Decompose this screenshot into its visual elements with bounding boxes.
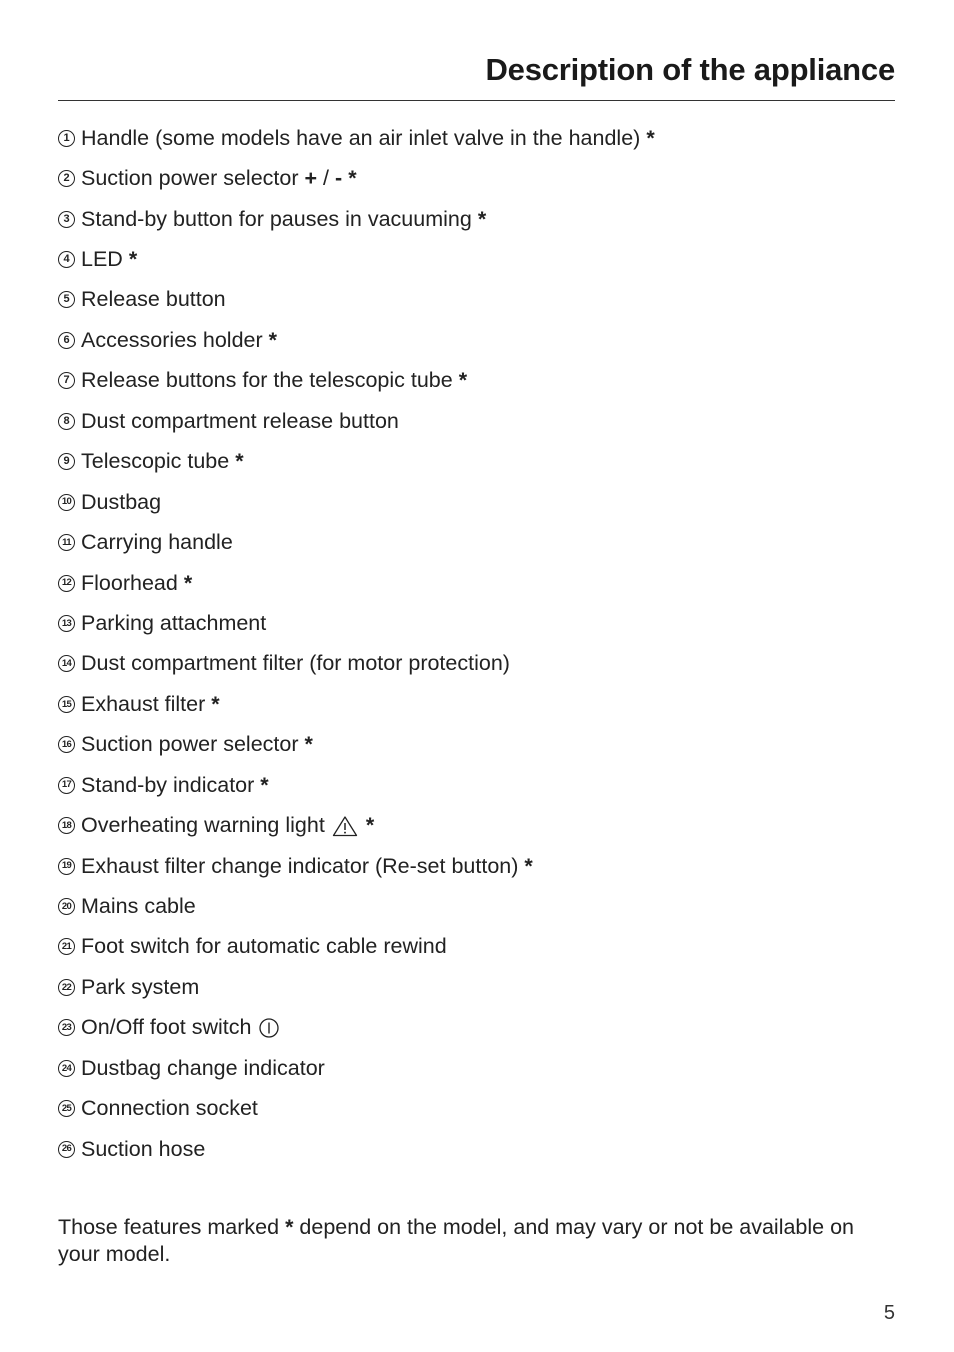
item-text: Connection socket (81, 1096, 258, 1121)
item-number: 19 (58, 858, 75, 875)
item-text: Handle (some models have an air inlet valve in the handle) (81, 125, 641, 150)
item-number: 4 (58, 251, 75, 268)
list-item (58, 522, 895, 562)
list-item (58, 967, 895, 1007)
list-item (58, 805, 895, 845)
item-number: 10 (58, 494, 75, 511)
list-item (58, 280, 895, 320)
item-number: 21 (58, 938, 75, 955)
minus-sign: - (335, 166, 343, 191)
list-item (58, 1129, 895, 1169)
list-item (58, 1008, 895, 1048)
item-number: 16 (58, 736, 75, 753)
asterisk: * (128, 247, 138, 272)
slash: / (323, 166, 330, 191)
list-item (58, 725, 895, 765)
item-text: Overheating warning light (81, 813, 325, 838)
item-number: 9 (58, 453, 75, 470)
asterisk: * (646, 125, 655, 150)
title-divider (58, 100, 895, 101)
item-number: 25 (58, 1100, 75, 1117)
list-item (58, 361, 895, 401)
list-item (58, 118, 895, 158)
page-number: 5 (883, 1302, 895, 1324)
item-text: Dust compartment filter (for motor protection) (81, 651, 510, 676)
list-item (58, 482, 895, 522)
page-title: Description of the appliance (485, 52, 895, 87)
list-item (58, 1089, 895, 1129)
warning-triangle-icon (332, 815, 358, 837)
list-item (58, 846, 895, 886)
component-list (58, 118, 895, 1169)
item-text: LED (81, 247, 123, 272)
item-text: Suction hose (81, 1136, 206, 1161)
list-item (58, 563, 895, 603)
item-number: 18 (58, 817, 75, 834)
footnote (58, 1214, 898, 1268)
asterisk: * (365, 813, 375, 838)
item-text: On/Off foot switch (81, 1015, 252, 1040)
list-item (58, 603, 895, 643)
list-item (58, 199, 895, 239)
item-number: 7 (58, 372, 75, 389)
item-number: 12 (58, 575, 75, 592)
list-item (58, 765, 895, 805)
item-text: Dustbag change indicator (81, 1055, 325, 1080)
power-on-off-icon (258, 1017, 280, 1039)
item-number: 17 (58, 777, 75, 794)
item-text: Mains cable (81, 894, 196, 919)
list-item (58, 644, 895, 684)
asterisk: * (524, 853, 533, 878)
asterisk: * (235, 449, 244, 474)
item-text: Foot switch for automatic cable rewind (81, 934, 447, 959)
asterisk: * (304, 732, 313, 757)
item-number: 2 (58, 170, 75, 187)
asterisk: * (477, 206, 487, 231)
asterisk: * (183, 570, 193, 595)
item-number: 15 (58, 696, 75, 713)
item-number: 8 (58, 413, 75, 430)
item-text: Exhaust filter (81, 691, 206, 716)
item-text: Release button (81, 287, 226, 312)
list-item (58, 927, 895, 967)
asterisk: * (260, 772, 269, 797)
item-text: Floorhead (81, 570, 178, 595)
asterisk: * (458, 368, 468, 393)
list-item (58, 1048, 895, 1088)
item-text: Dust compartment release button (81, 408, 399, 433)
item-number: 23 (58, 1019, 75, 1036)
list-item (58, 442, 895, 482)
item-text: Carrying handle (81, 530, 233, 555)
item-text: Release buttons for the telescopic tube (81, 368, 453, 393)
item-number: 22 (58, 979, 75, 996)
item-number: 5 (58, 291, 75, 308)
list-item (58, 401, 895, 441)
list-item (58, 239, 895, 279)
item-text: Stand-by indicator (81, 772, 255, 797)
plus-minus (305, 166, 343, 191)
item-number: 6 (58, 332, 75, 349)
plus-sign: + (304, 166, 318, 191)
item-number: 3 (58, 211, 75, 228)
item-number: 26 (58, 1141, 75, 1158)
asterisk: * (211, 691, 220, 716)
asterisk: * (268, 327, 278, 352)
footnote-before: Those features marked (58, 1215, 286, 1239)
list-item (58, 886, 895, 926)
item-text: Suction power selector (81, 166, 299, 191)
item-text: Park system (81, 974, 200, 999)
footnote-asterisk: * (285, 1215, 294, 1239)
item-number: 14 (58, 655, 75, 672)
item-number: 13 (58, 615, 75, 632)
item-text: Telescopic tube (81, 449, 230, 474)
footnote-after: depend on the model, and may vary or not be available on your model. (58, 1215, 855, 1266)
asterisk: * (348, 166, 357, 191)
item-text: Suction power selector (81, 732, 299, 757)
item-text: Parking attachment (81, 610, 267, 635)
item-number: 11 (58, 534, 75, 551)
list-item (58, 684, 895, 724)
item-number: 1 (58, 130, 75, 147)
item-number: 20 (58, 898, 75, 915)
list-item (58, 158, 895, 198)
item-text: Dustbag (81, 489, 162, 514)
item-text: Stand-by button for pauses in vacuuming (81, 206, 472, 231)
list-item (58, 320, 895, 360)
item-number: 24 (58, 1060, 75, 1077)
item-text: Exhaust filter change indicator (Re-set button) (81, 853, 519, 878)
item-text: Accessories holder (81, 327, 263, 352)
